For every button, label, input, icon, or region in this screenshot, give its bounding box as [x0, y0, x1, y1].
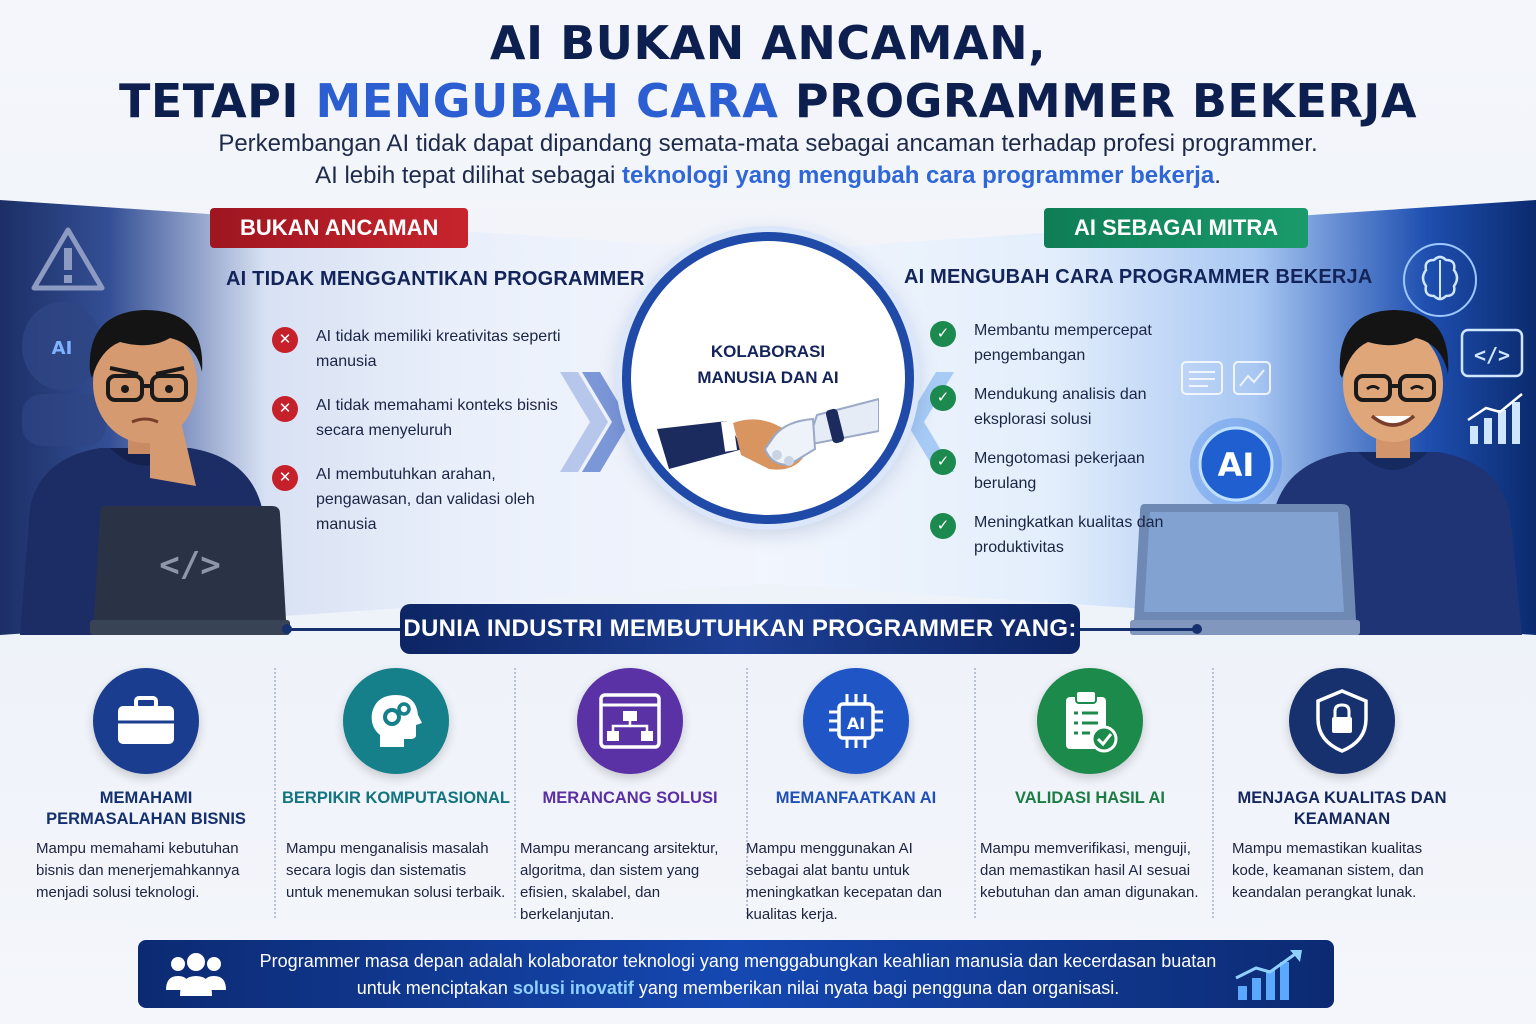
handshake-icon [657, 391, 879, 501]
skill-title: BERPIKIR KOMPUTASIONAL [282, 789, 510, 807]
collaboration-circle [622, 232, 914, 524]
growth-chart-icon [1232, 948, 1308, 1002]
skill-title: MENJAGA KUALITAS DAN KEAMANAN [1237, 789, 1447, 828]
list-item-text: Meningkatkan kualitas dan produktivitas [974, 514, 1164, 556]
subtitle [0, 128, 1536, 192]
skill-description: Mampu memastikan kualitas kode, keamanan sistem, dan keandalan perangkat lunak. [1232, 840, 1424, 901]
collaboration-label-line-1: KOLABORASI [710, 342, 826, 361]
skill-card-merancang [514, 668, 746, 926]
tag-bukan-ancaman: BUKAN ANCAMAN [210, 208, 468, 248]
left-laptop-icon [90, 502, 290, 635]
right-ai-badge: AI [1217, 446, 1255, 484]
subtitle-line-2-end: . [1214, 162, 1221, 189]
collaboration-label-line-2: MANUSIA DAN AI [697, 368, 839, 387]
x-icon: ✕ [272, 327, 298, 353]
skill-card-komputasional [280, 668, 512, 904]
list-item [928, 510, 1168, 560]
check-icon: ✓ [930, 513, 956, 539]
left-ai-badge: AI [51, 338, 73, 359]
banner-line-left [286, 628, 406, 631]
subtitle-line-2 [0, 160, 1536, 192]
list-item-text: Membantu mempercepat pengembangan [974, 322, 1152, 364]
list-item [270, 393, 570, 443]
left-chevron-arrows-icon [560, 372, 630, 472]
subtitle-line-1: Perkembangan AI tidak dapat dipandang semata-mata sebagai ancaman terhadap profesi programmer. [218, 130, 1318, 157]
x-icon: ✕ [272, 465, 298, 491]
list-item [928, 382, 1168, 432]
right-panel-heading: AI MENGUBAH CARA PROGRAMMER BEKERJA [904, 266, 1373, 288]
list-item [928, 446, 1168, 496]
title-line-2-end: PROGRAMMER BEKERJA [778, 74, 1418, 128]
title-highlight: MENGUBAH CARA [315, 74, 779, 128]
left-panel-heading: AI TIDAK MENGGANTIKAN PROGRAMMER [226, 268, 645, 290]
left-list [270, 324, 570, 556]
skill-title: MERANCANG SOLUSI [542, 789, 718, 807]
footer-line-2-end: yang memberikan nilai nyata bagi pengguna dan organisasi. [633, 978, 1120, 998]
industry-banner: DUNIA INDUSTRI MEMBUTUHKAN PROGRAMMER YANG: [400, 604, 1080, 654]
skill-description: Mampu merancang arsitektur, algoritma, dan sistem yang efisien, skalabel, dan berkelanjutan. [520, 840, 719, 923]
list-item-text: Mendukung analisis dan eksplorasi solusi [974, 386, 1147, 428]
collaboration-label [631, 339, 905, 391]
banner-dot-right [1192, 624, 1202, 634]
shield-lock-icon [1289, 668, 1395, 774]
svg-text:</>: </> [159, 545, 221, 585]
column-divider [1212, 668, 1214, 918]
check-icon: ✓ [930, 321, 956, 347]
footer-line-2 [248, 975, 1228, 1002]
skill-card-bisnis [30, 668, 262, 904]
list-item-text: AI tidak memahami konteks bisnis secara menyeluruh [316, 397, 558, 439]
flowchart-icon [577, 668, 683, 774]
skill-description: Mampu memverifikasi, menguji, dan memastikan hasil AI sesuai kebutuhan dan aman digunakan. [980, 840, 1199, 901]
clipboard-check-icon [1037, 668, 1143, 774]
title-line-2-start: TETAPI [118, 74, 316, 128]
briefcase-icon [93, 668, 199, 774]
skill-card-validasi [974, 668, 1206, 904]
right-list [928, 318, 1168, 574]
list-item-text: AI membutuhkan arahan, pengawasan, dan validasi oleh manusia [316, 466, 535, 533]
list-item [928, 318, 1168, 368]
title-line-2 [0, 72, 1536, 130]
footer-line-2-start: untuk menciptakan [356, 978, 513, 998]
check-icon: ✓ [930, 449, 956, 475]
skill-card-memanfaatkan-ai [740, 668, 972, 926]
list-item [270, 324, 570, 374]
skill-title: VALIDASI HASIL AI [1014, 789, 1166, 807]
footer-highlight: solusi inovatif [512, 978, 634, 998]
skill-title: MEMANFAATKAN AI [775, 789, 937, 807]
footer-banner [138, 940, 1334, 1008]
svg-text:AI: AI [846, 714, 866, 733]
banner-line-right [1074, 628, 1196, 631]
x-icon: ✕ [272, 396, 298, 422]
skill-description: Mampu memahami kebutuhan bisnis dan menerjemahkannya menjadi solusi teknologi. [36, 840, 240, 901]
people-group-icon [164, 952, 228, 996]
footer-text [248, 948, 1228, 1002]
warning-icon [30, 226, 106, 292]
ai-chip-icon [803, 668, 909, 774]
column-divider [274, 668, 276, 918]
title-line-1: AI BUKAN ANCAMAN, [489, 16, 1047, 70]
list-item-text: Mengotomasi pekerjaan berulang [974, 450, 1145, 492]
skill-title: MEMAHAMI PERMASALAHAN BISNIS [46, 789, 246, 828]
head-gears-icon [343, 668, 449, 774]
page-title [0, 14, 1536, 130]
subtitle-line-2-start: AI lebih tepat dilihat sebagai [315, 162, 623, 189]
document-lines-icon [1180, 360, 1224, 396]
skill-description: Mampu menggunakan AI sebagai alat bantu untuk meningkatkan kecepatan dan kualitas kerja. [746, 840, 942, 923]
tag-ai-sebagai-mitra: AI SEBAGAI MITRA [1044, 208, 1308, 248]
skill-description: Mampu menganalisis masalah secara logis dan sistematis untuk menemukan solusi terbaik. [286, 840, 506, 901]
check-icon: ✓ [930, 385, 956, 411]
list-item-text: AI tidak memiliki kreativitas seperti manusia [316, 328, 561, 370]
subtitle-highlight: teknologi yang mengubah cara programmer bekerja [622, 162, 1215, 189]
list-item [270, 462, 570, 537]
skill-card-keamanan [1226, 668, 1458, 904]
footer-line-1: Programmer masa depan adalah kolaborator teknologi yang menggabungkan keahlian manusia dan kecerdasan buatan [259, 951, 1217, 971]
svg-text:</>: </> [1473, 343, 1511, 367]
